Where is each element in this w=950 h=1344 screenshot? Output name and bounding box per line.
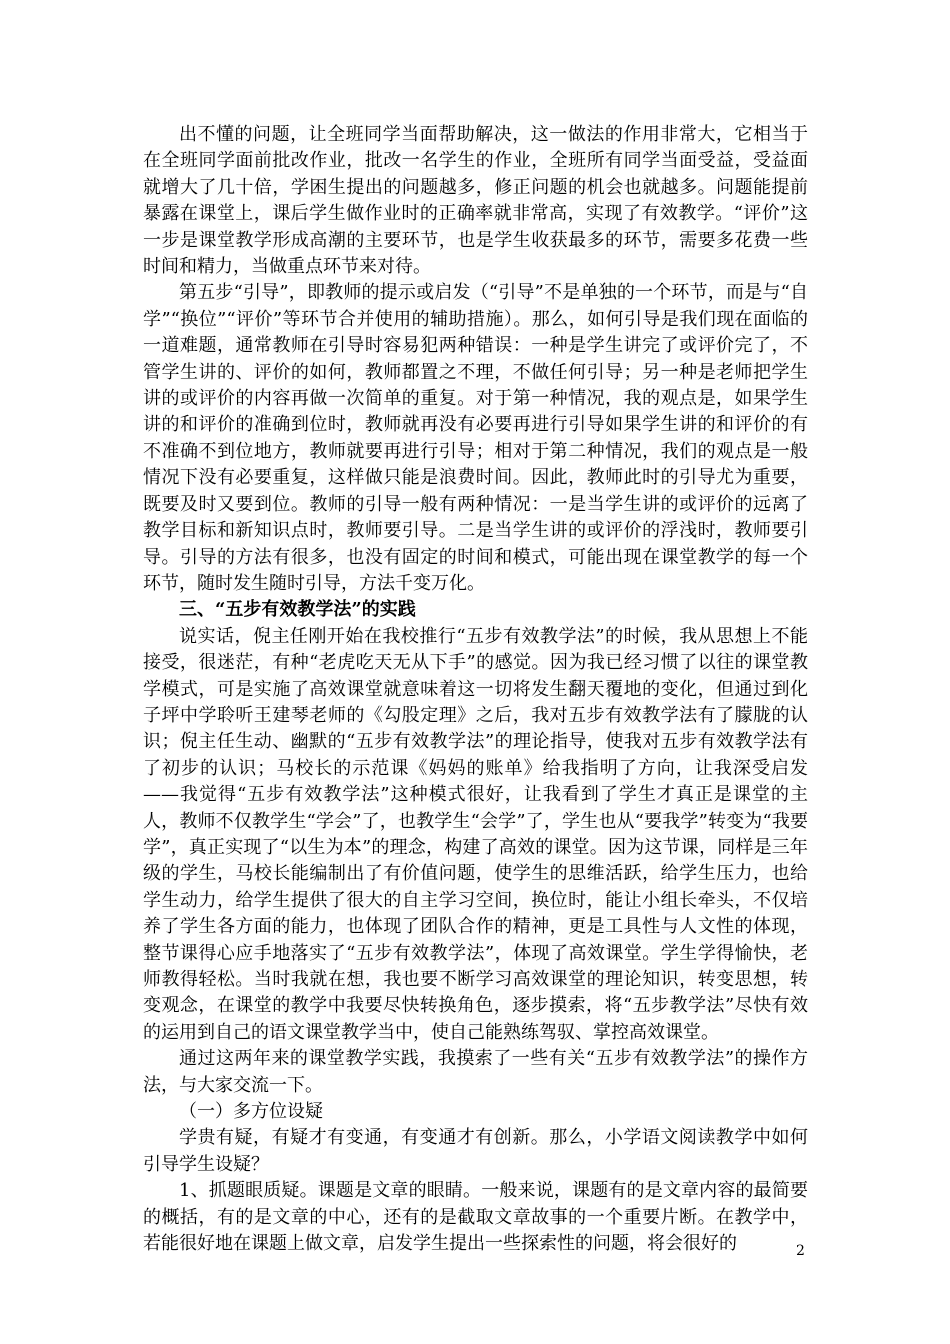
paragraph-practice-experience: 说实话，倪主任刚开始在我校推行“五步有效教学法”的时候，我从思想上不能接受，很迷茫，有种“老虎吃天无从下手”的感觉。因为我已经习惯了以往的课堂教学模式，可是实施了高效课堂就意味着这一切将发生翻天覆地的变化，但通过到化子坪中学聆听王建琴老师的《勾股定理》之后，我对五步有效教学法有了朦胧的认识；倪主任生动、幽默的“五步有效教学法”的理论指导，使我对五步有效教学法有了初步的认识；马校长的示范课《妈妈的账单》给我指明了方向，让我深受启发——我觉得“五步有效教学法”这种模式很好，让我看到了学生才真正是课堂的主人，教师不仅教学生“学会”了，也教学生“会学”了，学生也从“要我学”转变为“我要学”，真正实现了“以生为本”的理念，构建了高效的课堂。因为这节课，同样是三年级的学生，马校长能编制出了有价值问题，使学生的思维活跃，给学生压力，也给学生动力，给学生提供了很大的自主学习空间，换位时，能让小组长牵头，不仅培养了学生各方面的能力，也体现了团队合作的精神，更是工具性与人文性的体现，整节课得心应手地落实了“五步有效教学法”，体现了高效课堂。学生学得愉快，老师教得轻松。当时我就在想，我也要不断学习高效课堂的理论知识，转变思想，转变观念，在课堂的教学中我要尽快转换角色，逐步摸索，将“五步教学法”尽快有效的运用到自己的语文课堂教学当中，使自己能熟练驾驭、掌控高效课堂。 <box>143 625 808 1043</box>
page-body <box>143 122 808 1257</box>
section-heading-practice: 三、“五步有效教学法”的实践 <box>179 599 416 621</box>
page-number: 2 <box>796 1243 805 1259</box>
paragraph-evaluation-step: 出不懂的问题，让全班同学当面帮助解决，这一做法的作用非常大，它相当于在全班同学面前批改作业，批改一名学生的作业，全班所有同学当面受益，受益面就增大了几十倍，学困生提出的问题越多，修正问题的机会也就越多。问题能提前暴露在课堂上，课后学生做作业时的正确率就非常高，实现了有效教学。“评价”这一步是课堂教学形成高潮的主要环节，也是学生收获最多的环节，需要多花费一些时间和精力，当做重点环节来对待。 <box>143 124 808 278</box>
paragraph-title-questioning: 1、抓题眼质疑。课题是文章的眼睛。一般来说，课题有的是文章内容的最简要的概括，有的是文章的中心，还有的是截取文章故事的一个重要片断。在教学中，若能很好地在课题上做文章，启发学生提出一些探索性的问题，将会很好的 <box>143 1180 808 1255</box>
paragraph-learning-questions: 学贵有疑，有疑才有变通，有变通才有创新。那么，小学语文阅读教学中如何引导学生设疑？ <box>143 1127 808 1175</box>
paragraph-exchange-methods: 通过这两年来的课堂教学实践，我摸索了一些有关“五步有效教学法”的操作方法，与大家交流一下。 <box>143 1048 808 1096</box>
paragraph-guidance-step: 第五步“引导”，即教师的提示或启发（“引导”不是单独的一个环节，而是与“自学”“换位”“评价”等环节合并使用的辅助措施）。那么，如何引导是我们现在面临的一道难题，通常教师在引导时容易犯两种错误：一种是学生讲完了或评价完了，不管学生讲的、评价的如何，教师都置之不理，不做任何引导；另一种是老师把学生讲的或评价的内容再做一次简单的重复。对于第一种情况，我的观点是，如果学生讲的和评价的准确到位时，教师就再没有必要再进行引导如果学生讲的和评价的有不准确不到位地方，教师就要再进行引导；相对于第二种情况，我们的观点是一般情况下没有必要重复，这样做只能是浪费时间。因此，教师此时的引导尤为重要，既要及时又要到位。教师的引导一般有两种情况：一是当学生讲的或评价的远离了教学目标和新知识点时，教师要引导。二是当学生讲的或评价的浮浅时，教师要引导。引导的方法有很多，也没有固定的时间和模式，可能出现在课堂教学的每一个环节，随时发生随时引导，方法千变万化。 <box>143 282 808 594</box>
subheading-multi-questioning: （一）多方位设疑 <box>179 1101 323 1123</box>
